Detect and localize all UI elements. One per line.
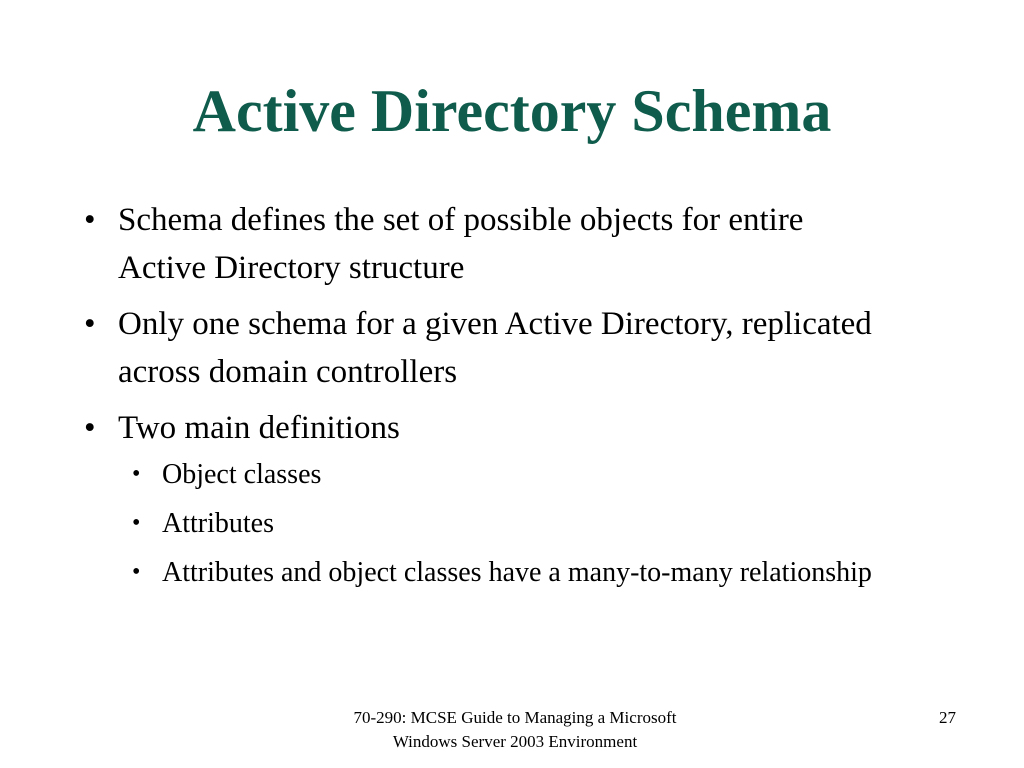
bullet-list xyxy=(74,196,894,603)
slide-number: 27 xyxy=(939,708,956,727)
sub-bullet-item xyxy=(74,505,894,542)
bullet-item xyxy=(74,300,894,396)
bullet-item xyxy=(74,404,894,591)
sub-bullet-item xyxy=(74,554,894,591)
footer-line-1: 70-290: MCSE Guide to Managing a Microsoft xyxy=(353,708,677,727)
sub-bullet-text: Attributes xyxy=(162,508,274,539)
sub-bullet-text: Attributes and object classes have a many-to-many relationship xyxy=(162,557,872,588)
bullet-text: Only one schema for a given Active Directory, replicated across domain controllers xyxy=(118,306,872,390)
sub-bullet-item xyxy=(74,456,894,493)
bullet-text: Schema defines the set of possible objects for entire Active Directory structure xyxy=(118,202,804,286)
slide-title: Active Directory Schema xyxy=(192,78,832,144)
sub-bullet-list xyxy=(118,456,894,591)
footer-line-2: Windows Server 2003 Environment xyxy=(392,732,638,751)
sub-bullet-text: Object classes xyxy=(162,459,322,490)
bullet-item xyxy=(74,196,894,292)
slide-footer xyxy=(280,706,750,754)
bullet-text: Two main definitions xyxy=(118,410,400,446)
